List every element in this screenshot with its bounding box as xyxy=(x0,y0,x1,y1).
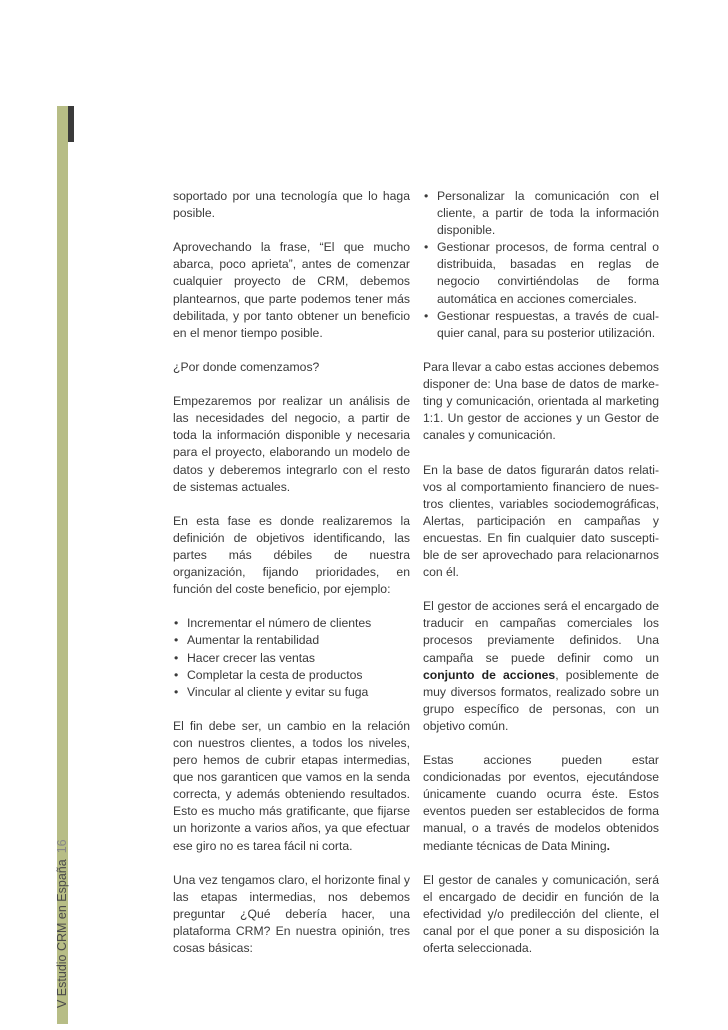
objectives-list xyxy=(173,615,410,700)
sidebar-notch xyxy=(68,106,74,142)
paragraph xyxy=(423,752,659,855)
page-number: 16 xyxy=(55,839,69,854)
paragraph xyxy=(423,598,659,735)
paragraph: El gestor de canales y comunicación, será el encargado de decidir en función de la efectividad y/o predilección del cliente, el canal por el que poner a su disposición la oferta seleccionada. xyxy=(423,872,659,956)
paragraph: En esta fase es donde realizaremos la definición de objetivos identificando, las partes más débiles de nuestra organización, fijando prioridades, en función del coste beneficio, por ejemplo: xyxy=(173,513,410,597)
paragraph: Empezaremos por realizar un análisis de las necesidades del negocio, a partir de toda la información disponible y necesaria para el proyecto, elaborando un modelo de datos y deberemos integrarlo con el resto de sistemas actuales. xyxy=(173,394,410,494)
text-run: , posiblemente de muy diversos formatos, realizado sobre un grupo específico de personas, con un objetivo común. xyxy=(423,667,659,733)
paragraph: En la base de datos figurarán datos relativos al comportamiento financiero de nuestros clientes, variables sociodemográficas, Alertas, participación en campañas y encuestas. En fin cualquier dato susceptible de ser aprovechado para relacionarnos con él. xyxy=(423,462,659,580)
bold-term: conjunto de acciones xyxy=(423,667,556,682)
paragraph: Aprovechando la frase, “El que mucho abarca, poco aprieta”, antes de comenzar cualquier proyecto de CRM, debemos plantearnos, que parte podemos tener más debilitada, y por tanto obtener un beneficio en el menor tiempo posible. xyxy=(173,240,410,340)
text-run: El gestor de acciones será el encargado de traducir en campañas comerciales los procesos previamente definidos. Una campaña se puede definir como un xyxy=(423,599,659,665)
section-question: ¿Por donde comenzamos? xyxy=(173,359,320,374)
paragraph: El fin debe ser, un cambio en la relación con nuestros clientes, a todos los niveles, pero hemos de cubrir etapas intermedias, que nos garanticen que vamos en la senda correcta, y además obteniendo resultados. Esto es mucho más gratificante, que fijarse un horizonte a varios años, ya que efectuar ese giro no es tarea fácil ni corta. xyxy=(173,718,410,853)
bold-period: . xyxy=(606,838,610,853)
sidebar-title: V Estudio CRM en España xyxy=(55,859,69,1008)
platform-functions-list xyxy=(423,188,659,342)
list-item: • Vincular al cliente y evitar su fuga xyxy=(173,684,410,701)
list-item: • Gestionar respuestas, a través de cualquier canal, para su posterior utilización. xyxy=(423,308,659,342)
list-item: • Hacer crecer las ventas xyxy=(173,650,410,667)
list-item: • Completar la cesta de productos xyxy=(173,667,410,684)
sidebar-label xyxy=(55,839,69,1008)
list-item: • Incrementar el número de clientes xyxy=(173,615,410,632)
paragraph: Una vez tengamos claro, el horizonte final y las etapas intermedias, nos debemos preguntar ¿Qué debería hacer, una plataforma CRM? En nuestra opinión, tres cosas básicas: xyxy=(173,872,410,956)
paragraph: Para llevar a cabo estas acciones debemos disponer de: Una base de datos de marketing y comunicación, orientada al marketing 1:1. Un gestor de acciones y un Gestor de canales y comunicación. xyxy=(423,359,659,443)
text-run: Estas acciones pueden estar condicionadas por eventos, ejecutándose únicamente cuando ocurra éste. Estos eventos pueden ser establecidos de forma manual, o a través de modelos obtenidos mediante técnicas de Data Mining xyxy=(423,753,659,853)
text-column-right xyxy=(423,188,659,957)
list-item: • Personalizar la comunicación con el cliente, a partir de toda la información disponible. xyxy=(423,188,659,239)
list-item: • Gestionar procesos, de forma central o distribuida, basadas en reglas de negocio convirtiéndolas de forma automática en acciones comerciales. xyxy=(423,239,659,307)
list-item: • Aumentar la rentabilidad xyxy=(173,632,410,649)
text-column-left xyxy=(173,188,410,957)
paragraph: soportado por una tecnología que lo haga posible. xyxy=(173,189,410,221)
